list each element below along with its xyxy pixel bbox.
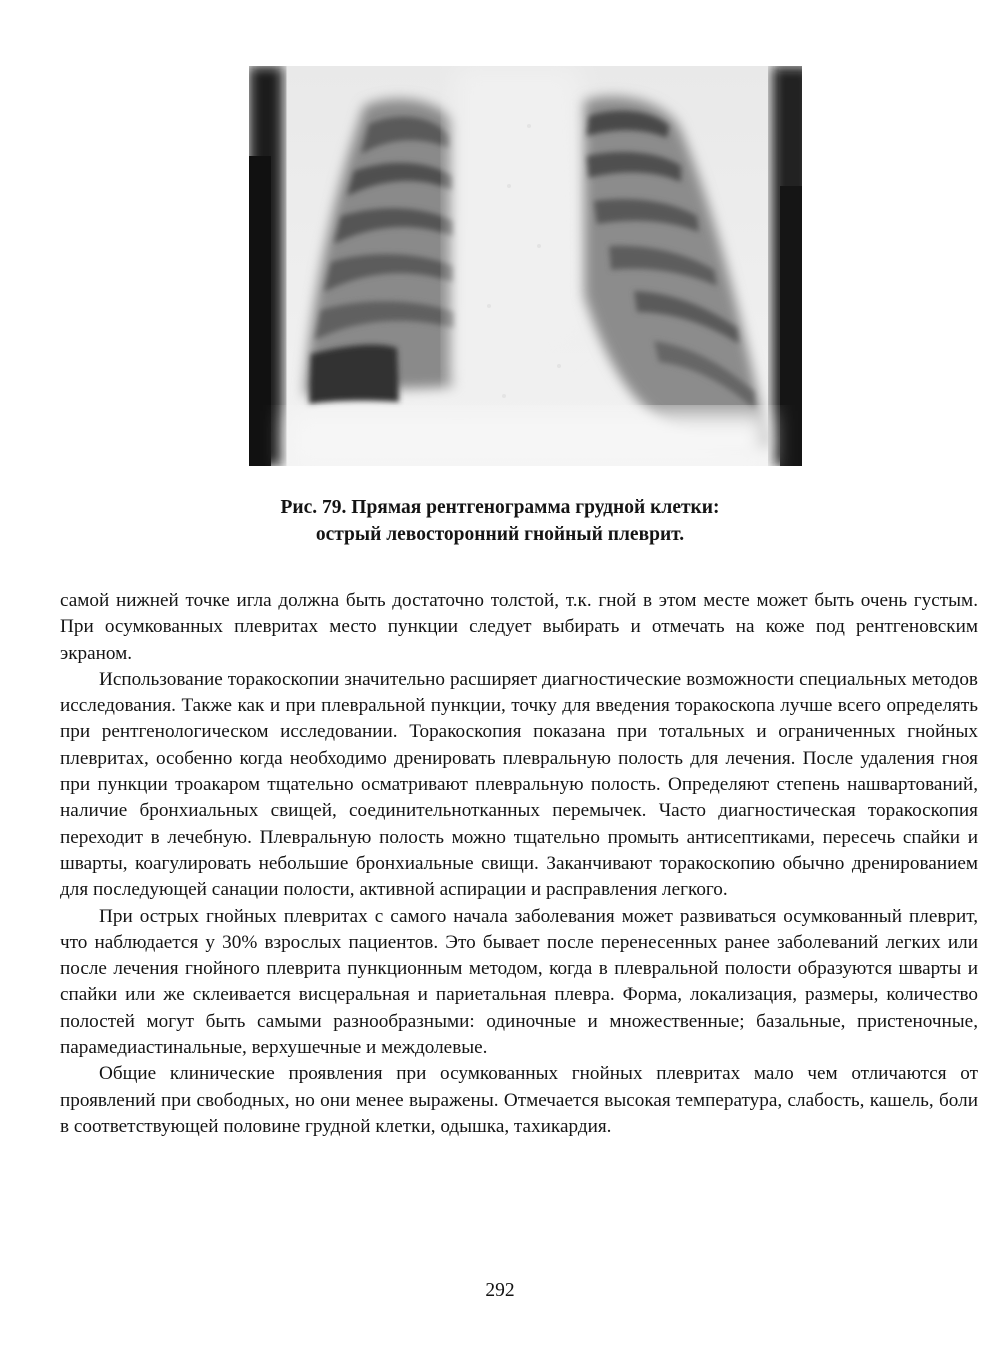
page-number: 292 xyxy=(485,1280,515,1301)
chest-xray-image xyxy=(249,66,802,466)
paragraph-thoracoscopy: Использование торакоскопии значительно расширяет диагностические возможности специальных методов исследования. Также как и при плевральной пункции, точку для введения торакоскопа лучше всего определять при рентгенологическом исследовании. Торакоскопия показана при тотальных и ограниченных гнойных плевритах, особенно когда необходимо дренировать плевральную полость для лечения. После удаления гноя при пункции троакаром тщательно осматривают плевральную полость. Определяют степень нашвартований, наличие бронхиальных свищей, соединительнотканных перемычек. Часто диагностическая торакоскопия переходит в лечебную. Плевральную полость можно тщательно промыть антисептиками, пересечь спайки и шварты, коагулировать небольшие бронхиальные свищи. Заканчивают торакоскопию обычно дренированием для последующей санации полости, активной аспирации и расправления легкого. xyxy=(60,668,978,901)
paragraph-clinical-signs: Общие клинические проявления при осумкованных гнойных плевритах мало чем отличаются от проявлений при свободных, но они менее выражены. Отмечается высокая температура, слабость, кашель, боли в соответствующей половине грудной клетки, одышка, тахикардия. xyxy=(60,1063,978,1137)
paragraph-continuation: самой нижней точке игла должна быть достаточно толстой, т.к. гной в этом месте может быть очень густым. При осумкованных плевритах место пункции следует выбирать и отмечать на коже под рентгеновским экраном. xyxy=(60,590,978,664)
chest-xray-figure xyxy=(249,66,802,466)
figure-caption-line-1: Рис. 79. Прямая рентгенограмма грудной клетки: xyxy=(280,497,720,518)
figure-caption-line-2: острый левосторонний гнойный плеврит. xyxy=(315,524,685,545)
paragraph-encapsulated-pleurisy: При острых гнойных плевритах с самого начала заболевания может развиваться осумкованный плеврит, что наблюдается у 30% взрослых пациентов. Это бывает после перенесенных ранее заболеваний легких или после лечения гнойного плеврита пункционным методом, когда в плевральной полости образуются шварты и спайки или же склеивается висцеральная и париетальная плевра. Форма, локализация, размеры, количество полостей могут быть самыми разнообразными: одиночные и множественные; базальные, пристеночные, парамедиастинальные, верхушечные и междолевые. xyxy=(60,905,978,1059)
body-text xyxy=(60,588,978,1140)
figure-caption xyxy=(0,494,1000,548)
